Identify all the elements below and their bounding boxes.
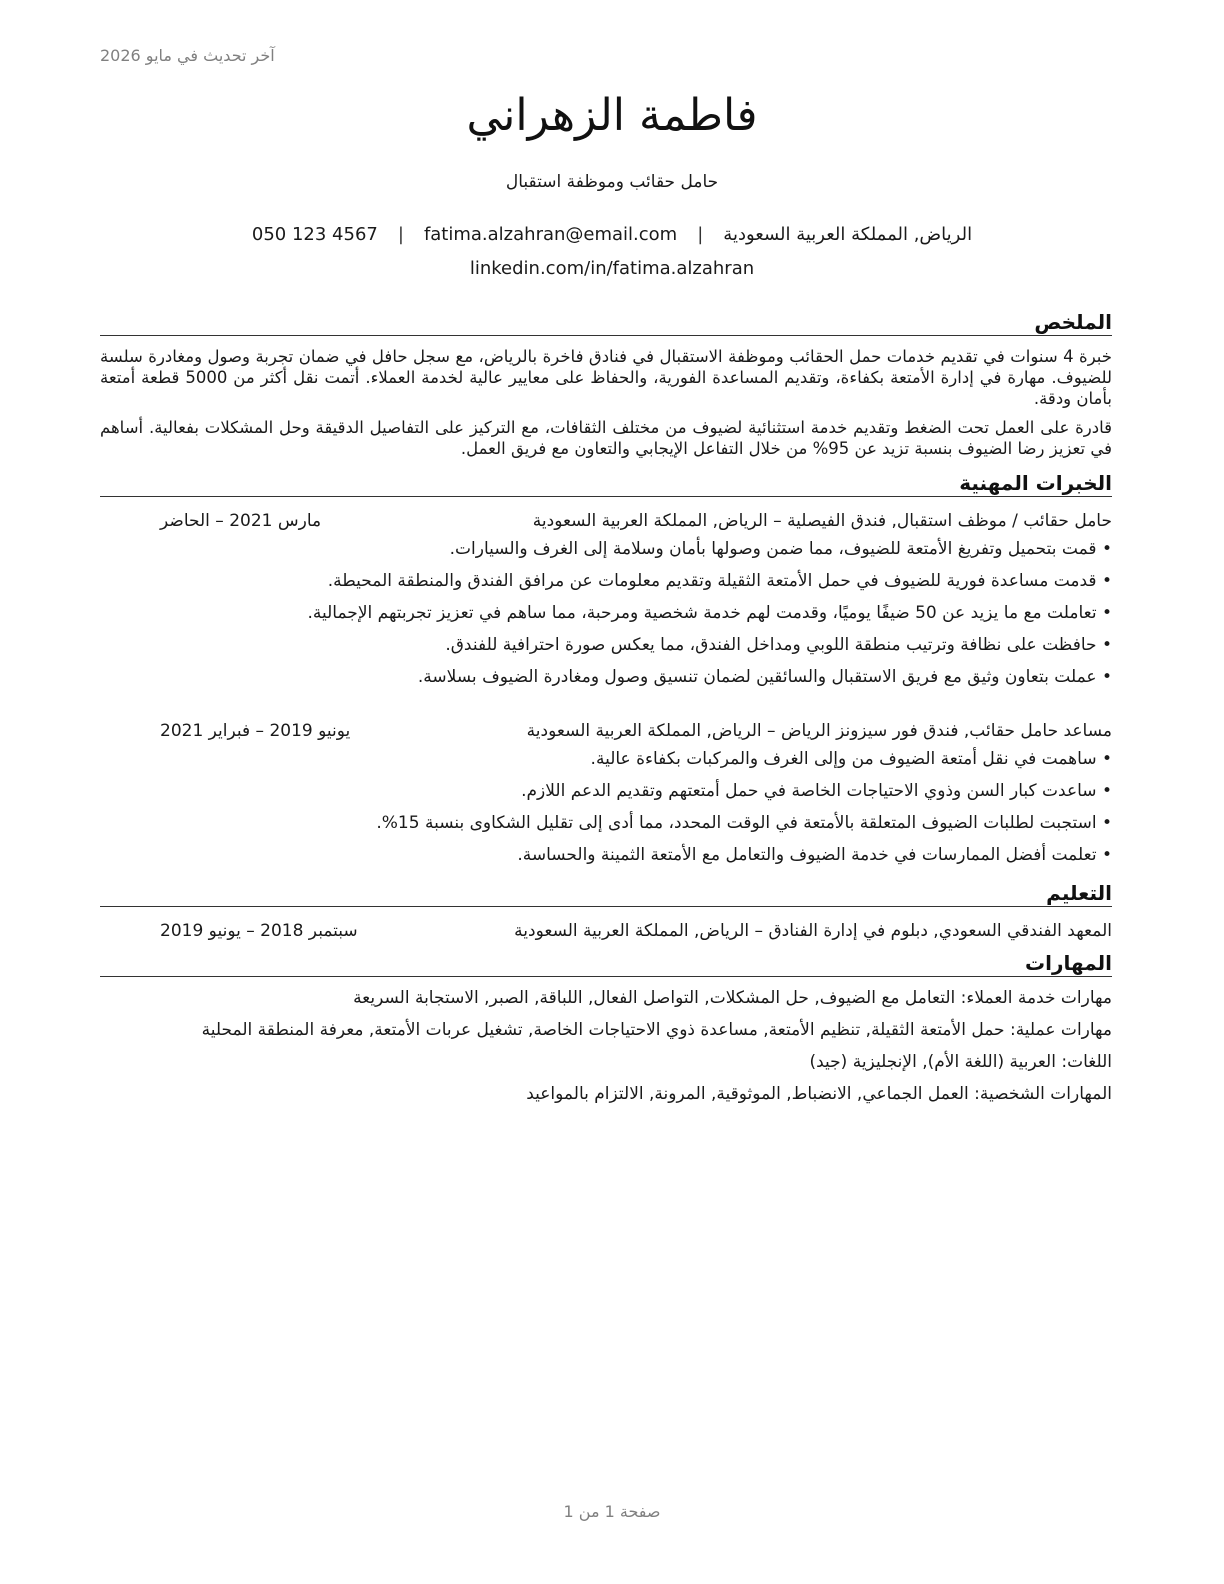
job-entry — [100, 511, 1112, 693]
experience-section — [100, 471, 1112, 871]
job-dates: يونيو 2019 – فبراير 2021 — [160, 721, 351, 741]
contact-location: الرياض, المملكة العربية السعودية — [723, 224, 973, 245]
skill-line: مهارات عملية: حمل الأمتعة الثقيلة, تنظيم الأمتعة, مساعدة ذوي الاحتياجات الخاصة, تشغيل عربات الأمتعة, معرفة المنطقة المحلية — [201, 1020, 1112, 1040]
job-bullet: • تعلمت أفضل الممارسات في خدمة الضيوف والتعامل مع الأمتعة الثمينة والحساسة. — [100, 839, 1112, 871]
education-entry — [100, 921, 1112, 941]
job-bullet: • حافظت على نظافة وترتيب منطقة اللوبي ومداخل الفندق، مما يعكس صورة احترافية للفندق. — [100, 629, 1112, 661]
education-dates: سبتمبر 2018 – يونيو 2019 — [160, 921, 358, 941]
summary-paragraph: قادرة على العمل تحت الضغط وتقديم خدمة استثنائية لضيوف من مختلف الثقافات، مع التركيز على التفاصيل الدقيقة وحل المشكلات بفعالية. أساهم في تعزيز رضا الضيوف بنسبة تزيد عن 95% من خلال التفاعل الإيجابي والتعاون مع فريق العمل. — [100, 418, 1112, 458]
job-bullets — [100, 743, 1112, 871]
skill-line: مهارات خدمة العملاء: التعامل مع الضيوف, حل المشكلات, التواصل الفعال, اللباقة, الصبر, الاستجابة السريعة — [353, 988, 1112, 1008]
candidate-name: فاطمة الزهراني — [466, 90, 758, 141]
contact-email[interactable]: fatima.alzahran@email.com — [423, 224, 678, 245]
contact-linkedin[interactable]: linkedin.com/in/fatima.alzahran — [469, 258, 755, 279]
skill-line: المهارات الشخصية: العمل الجماعي, الانضباط, الموثوقية, المرونة, الالتزام بالمواعيد — [526, 1084, 1112, 1104]
summary-title: الملخص — [100, 310, 1112, 336]
contact-separator: | — [697, 224, 704, 245]
job-dates: مارس 2021 – الحاضر — [160, 511, 322, 531]
job-heading: مساعد حامل حقائب, فندق فور سيزونز الرياض – الرياض, المملكة العربية السعودية — [526, 721, 1112, 741]
experience-title: الخبرات المهنية — [100, 471, 1112, 497]
education-section — [100, 881, 1112, 941]
job-bullet: • قمت بتحميل وتفريغ الأمتعة للضيوف، مما ضمن وصولها بأمان وسلامة إلى الغرف والسيارات. — [100, 533, 1112, 565]
job-bullets — [100, 533, 1112, 693]
last-updated: آخر تحديث في مايو 2026 — [100, 46, 275, 65]
summary-section — [100, 310, 1112, 459]
candidate-role: حامل حقائب وموظفة استقبال — [505, 172, 719, 192]
job-entry — [100, 721, 1112, 871]
resume-body — [100, 310, 1112, 1105]
contact-separator: | — [397, 224, 404, 245]
job-bullet: • عملت بتعاون وثيق مع فريق الاستقبال والسائقين لضمان تنسيق وصول ومغادرة الضيوف بسلاسة. — [100, 661, 1112, 693]
education-title: التعليم — [100, 881, 1112, 907]
job-bullet: • ساهمت في نقل أمتعة الضيوف من وإلى الغرف والمركبات بكفاءة عالية. — [100, 743, 1112, 775]
page-number: صفحة 1 من 1 — [563, 1502, 661, 1521]
job-heading: حامل حقائب / موظف استقبال, فندق الفيصلية – الرياض, المملكة العربية السعودية — [532, 511, 1112, 531]
skills-section — [100, 951, 1112, 1105]
skill-line: اللغات: العربية (اللغة الأم), الإنجليزية (جيد) — [809, 1052, 1112, 1072]
job-header — [100, 721, 1112, 741]
summary-paragraph: خبرة 4 سنوات في تقديم خدمات حمل الحقائب وموظفة الاستقبال في فنادق فاخرة بالرياض، مع سجل حافل في ضمان تجربة وصول ومغادرة سلسة للضيوف. مهارة في إدارة الأمتعة بكفاءة، وتقديم المساعدة الفورية، والحفاظ على معايير عالية لخدمة العملاء. أتمت نقل أكثر من 5000 قطعة أمتعة بأمان ودقة. — [100, 347, 1112, 408]
contact-line — [0, 224, 1224, 245]
job-bullet: • تعاملت مع ما يزيد عن 50 ضيفًا يوميًا، وقدمت لهم خدمة شخصية ومرحبة، مما ساهم في تعزيز تجربتهم الإجمالية. — [100, 597, 1112, 629]
skills-title: المهارات — [100, 951, 1112, 977]
contact-phone: 050 123 4567 — [251, 224, 378, 245]
job-bullet: • استجبت لطلبات الضيوف المتعلقة بالأمتعة في الوقت المحدد، مما أدى إلى تقليل الشكاوى بنسبة 15%. — [100, 807, 1112, 839]
job-bullet: • ساعدت كبار السن وذوي الاحتياجات الخاصة في حمل أمتعتهم وتقديم الدعم اللازم. — [100, 775, 1112, 807]
education-heading: المعهد الفندقي السعودي, دبلوم في إدارة الفنادق – الرياض, المملكة العربية السعودية — [514, 921, 1112, 941]
job-bullet: • قدمت مساعدة فورية للضيوف في حمل الأمتعة الثقيلة وتقديم معلومات عن مرافق الفندق والمنطقة المحيطة. — [100, 565, 1112, 597]
job-header — [100, 511, 1112, 531]
